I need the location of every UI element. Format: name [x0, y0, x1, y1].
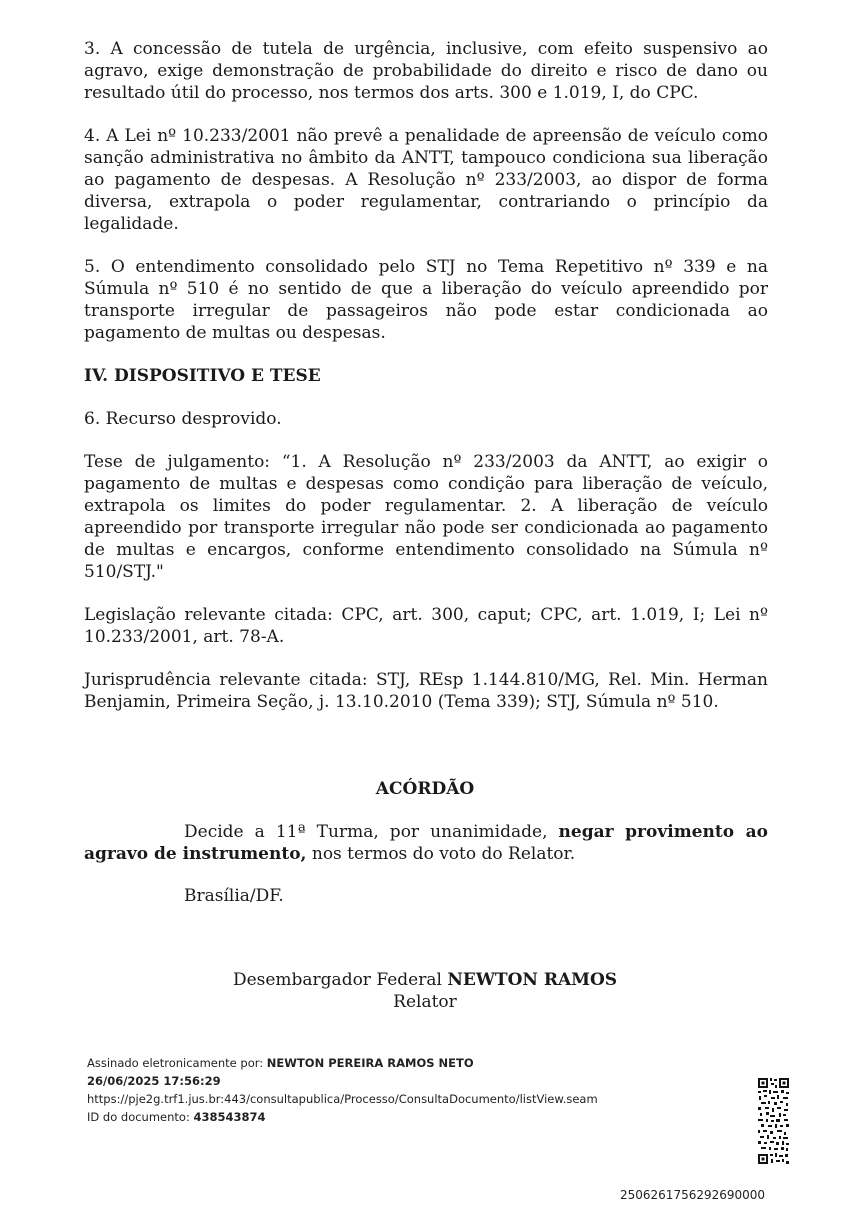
- paragraph-3: 3. A concessão de tutela de urgência, inclusive, com efeito suspensivo ao agravo, exige demonstração de probabilidade do direito e risco de dano ou resultado útil do processo, nos termos dos arts. 300 e 1.019, I, do CPC.: [84, 39, 768, 103]
- signature-block: [0, 969, 850, 1013]
- decision-prefix: Decide a 11ª Turma, por unanimidade,: [184, 822, 559, 842]
- doc-id-line: [87, 1108, 598, 1126]
- signed-label: Assinado eletronicamente por:: [87, 1056, 267, 1070]
- tese-paragraph: Tese de julgamento: “1. A Resolução nº 233/2003 da ANTT, ao exigir o pagamento de multas e despesas como condição para liberação de veículo, extrapola os limites do poder regulamentar. 2. A liberação de veículo apreendido por transporte irregular não pode ser condicionada ao pagamento de multas e encargos, conforme entendimento consolidado na Súmula nº 510/STJ.": [84, 452, 768, 582]
- document-body: [84, 38, 768, 734]
- signature-line: [0, 969, 850, 991]
- paragraph-6: 6. Recurso desprovido.: [84, 409, 282, 429]
- legislacao-paragraph: Legislação relevante citada: CPC, art. 300, caput; CPC, art. 1.019, I; Lei nº 10.233/2001, art. 78-A.: [84, 605, 768, 647]
- signed-name: NEWTON PEREIRA RAMOS NETO: [266, 1056, 474, 1070]
- decision-bold: negar provimento ao agravo de instrumento,: [84, 822, 768, 864]
- section-heading-iv: IV. DISPOSITIVO E TESE: [84, 366, 321, 386]
- jurisprudencia-paragraph: Jurisprudência relevante citada: STJ, REsp 1.144.810/MG, Rel. Min. Herman Benjamin, Primeira Seção, j. 13.10.2010 (Tema 339); STJ, Súmula nº 510.: [84, 670, 768, 712]
- document-number: 2506261756292690000: [620, 1188, 766, 1202]
- signature-role: Relator: [393, 992, 457, 1012]
- acordao-title: ACÓRDÃO: [375, 779, 475, 799]
- paragraph-5: 5. O entendimento consolidado pelo STJ no Tema Repetitivo nº 339 e na Súmula nº 510 é no sentido de que a liberação do veículo apreendido por transporte irregular de passageiros não pode estar condicionada ao pagamento de multas ou despesas.: [84, 257, 768, 343]
- signed-by-line: [87, 1054, 598, 1072]
- signature-prefix: Desembargador Federal: [232, 970, 448, 990]
- signed-datetime: 26/06/2025 17:56:29: [87, 1074, 221, 1088]
- acordao-decision: [84, 821, 768, 865]
- doc-id: 438543874: [193, 1110, 266, 1124]
- electronic-signature-footer: [87, 1054, 598, 1126]
- place-date: Brasília/DF.: [184, 886, 284, 906]
- signature-name: NEWTON RAMOS: [447, 970, 618, 990]
- paragraph-4: 4. A Lei nº 10.233/2001 não prevê a penalidade de apreensão de veículo como sanção administrativa no âmbito da ANTT, tampouco condiciona sua liberação ao pagamento de despesas. A Resolução nº 233/2003, ao dispor de forma diversa, extrapola o poder regulamentar, contrariando o princípio da legalidade.: [84, 126, 768, 234]
- decision-suffix: nos termos do voto do Relator.: [306, 844, 576, 864]
- consulta-url[interactable]: https://pje2g.trf1.jus.br:443/consultapublica/Processo/ConsultaDocumento/listView.seam: [87, 1092, 598, 1106]
- doc-id-label: ID do documento:: [87, 1110, 194, 1124]
- qr-code-icon: [757, 1077, 790, 1165]
